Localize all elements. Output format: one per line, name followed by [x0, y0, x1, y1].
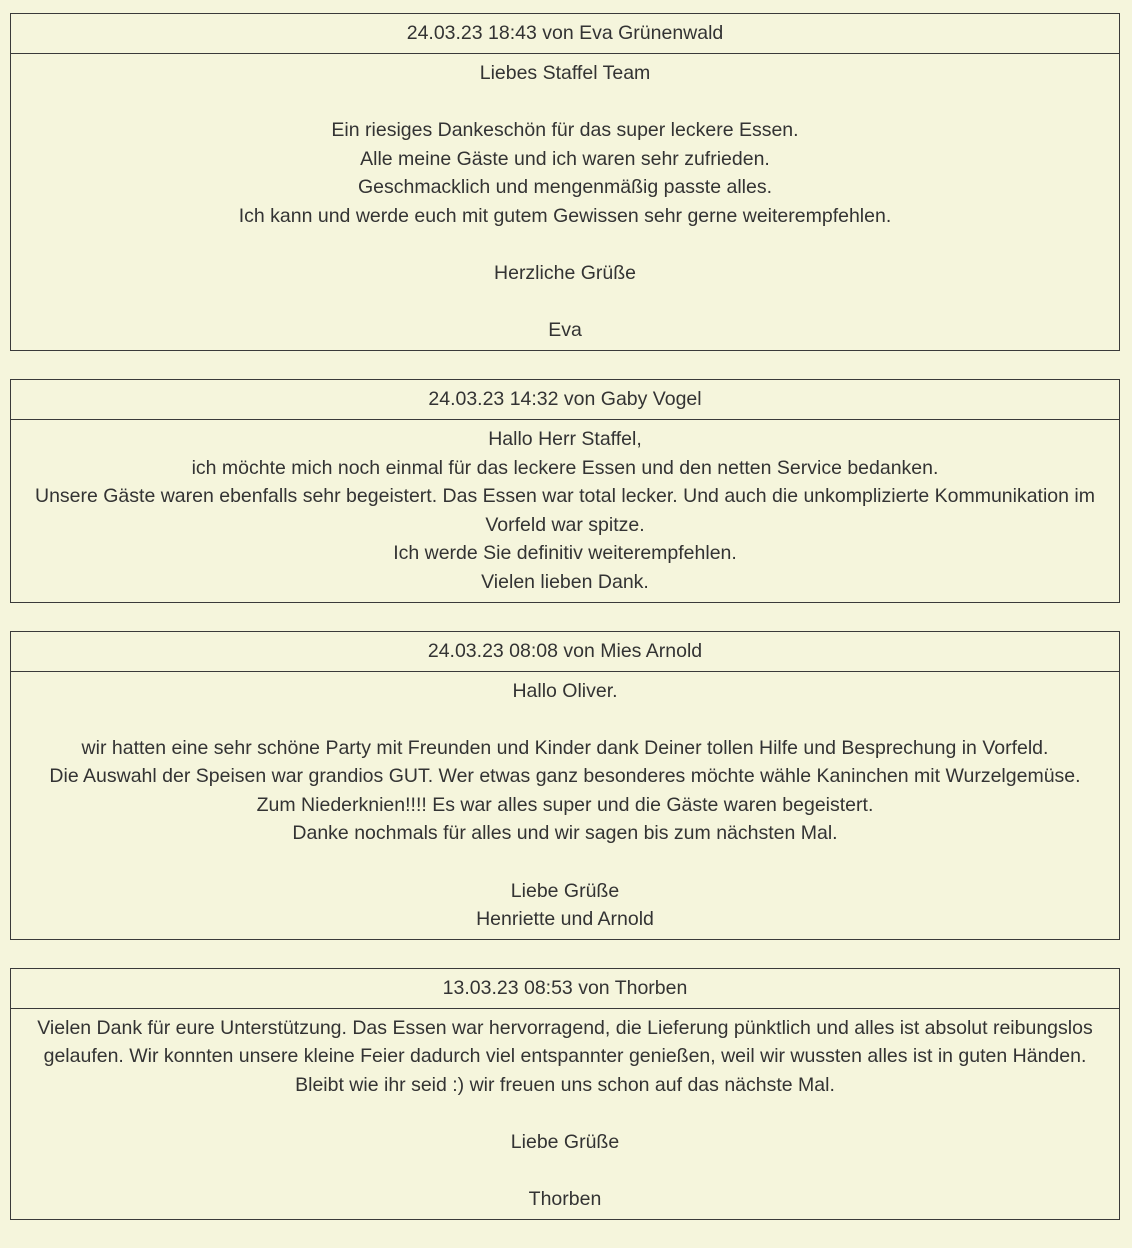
guestbook-entry — [10, 968, 1120, 1220]
guestbook-list — [10, 13, 1120, 1248]
entry-header: 24.03.23 08:08 von Mies Arnold — [11, 632, 1119, 672]
entry-message: Hallo Herr Staffel, ich möchte mich noch einmal für das leckere Essen und den netten Service bedanken. Unsere Gäste waren ebenfalls sehr begeistert. Das Essen war total lecker. Und auch die unkomplizierte Kommunikation im Vorfeld war spitze. Ich werde Sie definitiv weiterempfehlen. Vielen lieben Dank. — [34, 427, 1095, 593]
entry-header: 24.03.23 18:43 von Eva Grünenwald — [11, 14, 1119, 54]
guestbook-entry — [10, 13, 1120, 351]
entry-message: Vielen Dank für eure Unterstützung. Das Essen war hervorragend, die Lieferung pünktlich und alles ist absolut reibungslos gelaufen. Wir konnten unsere kleine Feier dadurch viel entspannter genießen, weil wir wussten alles ist in guten Händen. Bleibt wie ihr seid :) wir freuen uns schon auf das nächste Mal. Liebe Grüße Thorben — [37, 1016, 1093, 1211]
entry-message: Liebes Staffel Team Ein riesiges Dankeschön für das super leckere Essen. Alle meine Gäste und ich waren sehr zufrieden. Geschmacklich und mengenmäßig passte alles. Ich kann und werde euch mit gutem Gewissen sehr gerne weiterempfehlen. Herzliche Grüße Eva — [238, 62, 892, 342]
entry-message: Hallo Oliver. wir hatten eine sehr schöne Party mit Freunden und Kinder dank Deiner tollen Hilfe und Besprechung in Vorfeld. Die Auswahl der Speisen war grandios GUT. Wer etwas ganz besonderes möchte wähle Kaninchen mit Wurzelgemüse. Zum Niederknien!!!! Es war alles super und die Gäste waren begeistert. Danke nochmals für alles und wir sagen bis zum nächsten Mal. Liebe Grüße Henriette und Arnold — [49, 679, 1081, 931]
guestbook-entry — [10, 379, 1120, 603]
entry-header: 24.03.23 14:32 von Gaby Vogel — [11, 380, 1119, 420]
entry-header: 13.03.23 08:53 von Thorben — [11, 969, 1119, 1009]
guestbook-entry — [10, 631, 1120, 940]
